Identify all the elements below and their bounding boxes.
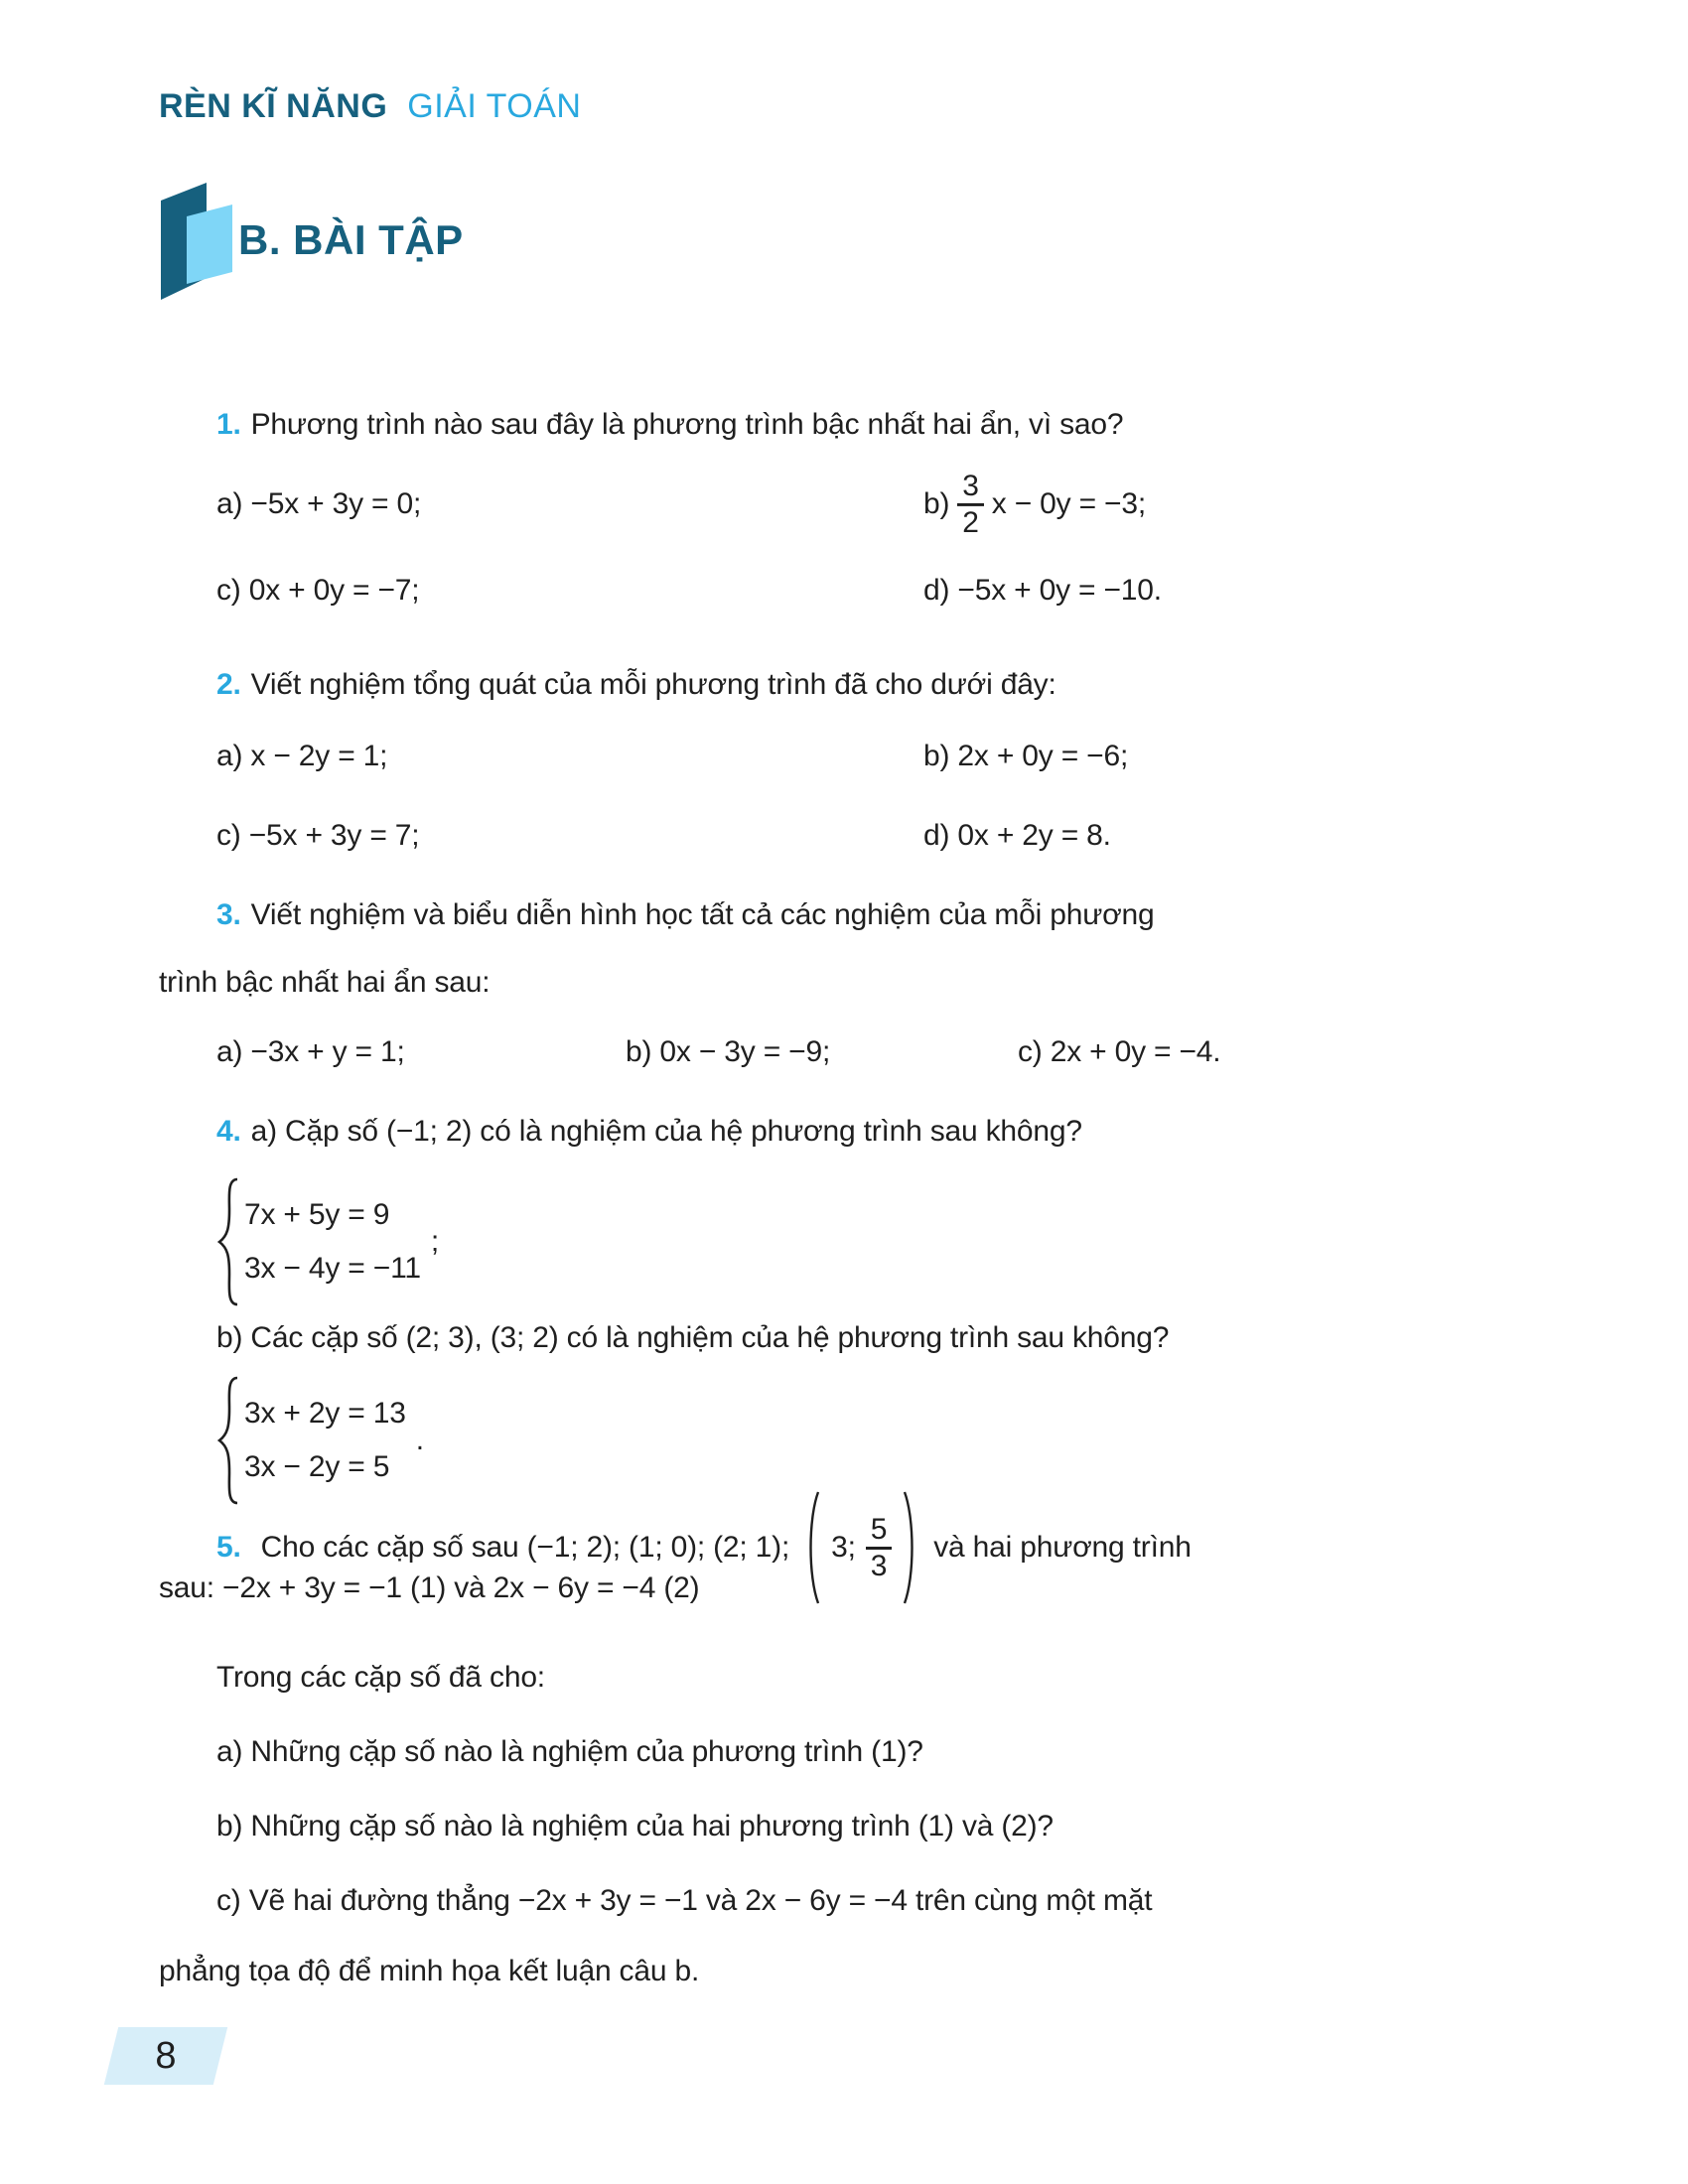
exercise-2-text: Viết nghiệm tổng quát của mỗi phương trình đã cho dưới đây: — [250, 668, 1056, 701]
page-number-badge — [104, 2027, 227, 2085]
running-head-series: RÈN KĨ NĂNG — [159, 87, 388, 125]
exercise-2d: d) 0x + 2y = 8. — [923, 819, 1111, 852]
exercise-2-number: 2. — [216, 668, 241, 701]
exercise-5a: a) Những cặp số nào là nghiệm của phương trình (1)? — [216, 1735, 923, 1768]
exercise-2-prompt — [159, 665, 1056, 705]
exercise-1-number: 1. — [216, 408, 241, 441]
paren-right-icon — [902, 1489, 919, 1606]
exercise-4b-prompt: b) Các cặp số (2; 3), (3; 2) có là nghiệm của hệ phương trình sau không? — [216, 1321, 1170, 1354]
exercise-2-row-ab — [159, 740, 1544, 779]
exercise-5c-line1: c) Vẽ hai đường thẳng −2x + 3y = −1 và 2x − 6y = −4 trên cùng một mặt — [216, 1884, 1153, 1917]
exercise-3c: c) 2x + 0y = −4. — [1018, 1035, 1221, 1068]
exercise-1a: a) −5x + 3y = 0; — [216, 487, 422, 520]
exercise-1-prompt — [159, 405, 1123, 445]
exercise-1-row-cd — [159, 574, 1544, 614]
pair-x-value: 3; — [831, 1531, 856, 1564]
equation-system-1 — [216, 1176, 439, 1307]
system-2-punctuation: . — [415, 1424, 424, 1456]
exercise-4a-prompt — [159, 1112, 1082, 1152]
exercise-1b-label: b) — [923, 487, 950, 520]
exercise-3a: a) −3x + y = 1; — [216, 1035, 405, 1068]
system-1-eq2: 3x − 4y = −11 — [244, 1252, 421, 1285]
exercise-3b: b) 0x − 3y = −9; — [626, 1035, 831, 1068]
paren-left-icon — [803, 1489, 821, 1606]
fraction-5-3: $\frac{5}{3}$ — [866, 1513, 893, 1582]
system-brace-icon — [216, 1176, 240, 1307]
exercise-2-row-cd — [159, 819, 1544, 859]
system-1-eq1: 7x + 5y = 9 — [244, 1198, 390, 1231]
system-1-equations — [244, 1195, 421, 1289]
exercise-content — [159, 0, 1544, 2184]
system-2-eq1: 3x + 2y = 13 — [244, 1397, 406, 1430]
page-number: 8 — [155, 2035, 177, 2077]
exercise-5b: b) Những cặp số nào là nghiệm của hai phương trình (1) và (2)? — [216, 1810, 1054, 1843]
running-head-subject: GIẢI TOÁN — [407, 87, 582, 125]
system-2-equations — [244, 1394, 406, 1487]
exercise-4a-text: a) Cặp số (−1; 2) có là nghiệm của hệ phương trình sau không? — [250, 1115, 1082, 1148]
exercise-2b: b) 2x + 0y = −6; — [923, 740, 1129, 772]
exercise-5-intro2: Trong các cặp số đã cho: — [216, 1661, 545, 1694]
exercise-1-text: Phương trình nào sau đây là phương trình bậc nhất hai ẩn, vì sao? — [250, 408, 1124, 441]
fraction-3-2: $\frac{3}{2}$ — [957, 470, 984, 539]
exercise-3-prompt-line2: trình bậc nhất hai ẩn sau: — [159, 966, 491, 999]
exercise-1b-equation: x − 0y = −3; — [991, 487, 1146, 520]
exercise-5-prompt-line2: sau: −2x + 3y = −1 (1) và 2x − 6y = −4 (2) — [159, 1571, 700, 1604]
system-2-eq2: 3x − 2y = 5 — [244, 1450, 390, 1483]
exercise-1b — [923, 470, 1146, 539]
system-1-punctuation: ; — [430, 1225, 439, 1258]
exercise-3-number: 3. — [216, 898, 241, 931]
exercise-3-text-line1: Viết nghiệm và biểu diễn hình học tất cả các nghiệm của mỗi phương — [250, 898, 1155, 931]
exercise-4-number: 4. — [216, 1115, 241, 1148]
exercise-1-row-ab — [159, 449, 1544, 560]
exercise-5c-line2: phẳng tọa độ để minh họa kết luận câu b. — [159, 1955, 700, 1987]
section-heading: B. BÀI TẬP — [238, 216, 464, 263]
exercise-2a: a) x − 2y = 1; — [216, 740, 388, 772]
exercise-5-intro: Cho các cặp số sau (−1; 2); (1; 0); (2; 1); — [260, 1531, 790, 1564]
pair-with-fraction — [803, 1489, 919, 1606]
exercise-3-prompt-line1 — [159, 895, 1155, 935]
exercise-3-row-abc — [159, 1035, 1544, 1075]
exercise-1c: c) 0x + 0y = −7; — [216, 574, 420, 607]
exercise-5-after-paren: và hai phương trình — [933, 1531, 1192, 1564]
exercise-2c: c) −5x + 3y = 7; — [216, 819, 420, 852]
exercise-1d: d) −5x + 0y = −10. — [923, 574, 1162, 607]
exercise-5-number: 5. — [216, 1531, 241, 1564]
